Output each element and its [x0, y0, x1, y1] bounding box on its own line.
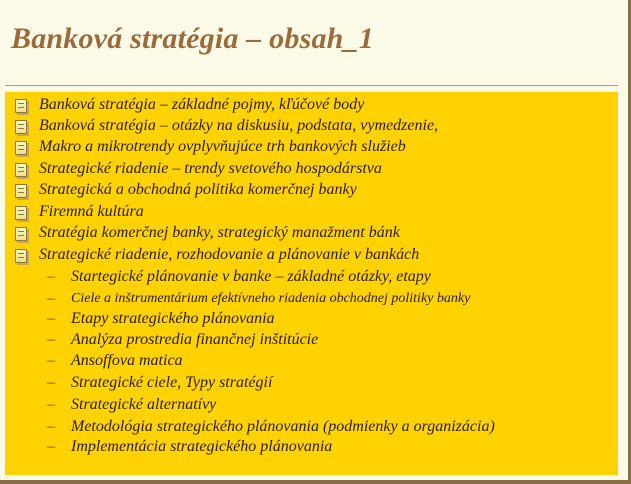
- title-divider: [5, 85, 618, 86]
- document-bullet-icon: [15, 99, 27, 113]
- subitem-2: [47, 289, 471, 309]
- list-item-text: Strategické riadenie – trendy svetového hospodárstva: [39, 160, 382, 177]
- dash-bullet-icon: –: [47, 331, 55, 348]
- dash-bullet-icon: –: [47, 438, 55, 455]
- list-item-text: Strategická a obchodná politika komerčnej banky: [39, 181, 357, 198]
- list-item-3: [39, 137, 406, 157]
- list-item-6: [39, 202, 144, 222]
- document-bullet-icon: [15, 120, 27, 134]
- subitem-6: [47, 373, 273, 393]
- subitem-text: Implementácia strategického plánovania: [71, 438, 333, 455]
- content-box: [5, 92, 618, 475]
- subitem-text: Etapy strategického plánovania: [71, 310, 275, 327]
- subitem-text: Strategické ciele, Typy stratégií: [71, 374, 273, 391]
- document-bullet-icon: [15, 249, 27, 263]
- dash-bullet-icon: –: [47, 290, 55, 307]
- list-item-7: [39, 223, 400, 243]
- subitem-text: Ansoffova matica: [71, 352, 183, 369]
- list-item-text: Strategické riadenie, rozhodovanie a plánovanie v bankách: [39, 246, 420, 263]
- subitem-text: Ciele a inštrumentárium efektívneho riadenia obchodnej politiky banky: [71, 291, 471, 306]
- subitem-8: [47, 417, 495, 437]
- document-bullet-icon: [15, 227, 27, 241]
- list-item-text: Banková stratégia – základné pojmy, kľúčové body: [39, 96, 365, 113]
- list-item-text: Stratégia komerčnej banky, strategický manažment bánk: [39, 224, 400, 241]
- subitem-text: Strategické alternatívy: [71, 396, 217, 413]
- subitem-3: [47, 309, 275, 329]
- list-item-text: Makro a mikrotrendy ovplyvňujúce trh bankových služieb: [39, 138, 406, 155]
- dash-bullet-icon: –: [47, 396, 55, 413]
- list-item-text: Banková stratégia – otázky na diskusiu, podstata, vymedzenie,: [39, 117, 439, 134]
- dash-bullet-icon: –: [47, 352, 55, 369]
- list-item-2: [39, 116, 438, 136]
- subitem-5: [47, 351, 183, 371]
- document-bullet-icon: [15, 163, 27, 177]
- document-bullet-icon: [15, 184, 27, 198]
- subitem-7: [47, 395, 217, 415]
- document-bullet-icon: [15, 206, 27, 220]
- slide-bottom-border: [0, 480, 631, 484]
- subitem-text: Analýza prostredia finančnej inštitúcie: [71, 331, 319, 348]
- subitem-4: [47, 330, 319, 350]
- subitem-text: Metodológia strategického plánovania (podmienky a organizácia): [71, 418, 495, 435]
- list-item-4: [39, 159, 382, 179]
- list-item-1: [39, 95, 364, 115]
- list-item-8: [39, 245, 419, 265]
- dash-bullet-icon: –: [47, 310, 55, 327]
- subitem-1: [47, 267, 431, 287]
- document-bullet-icon: [15, 141, 27, 155]
- subitem-text: Startegické plánovanie v banke – základné otázky, etapy: [71, 268, 431, 285]
- slide-title: Banková stratégia – obsah_1: [11, 22, 374, 55]
- list-item-text: Firemná kultúra: [39, 203, 144, 220]
- dash-bullet-icon: –: [47, 268, 55, 285]
- subitem-9: [47, 437, 333, 457]
- list-item-5: [39, 180, 357, 200]
- dash-bullet-icon: –: [47, 374, 55, 391]
- dash-bullet-icon: –: [47, 418, 55, 435]
